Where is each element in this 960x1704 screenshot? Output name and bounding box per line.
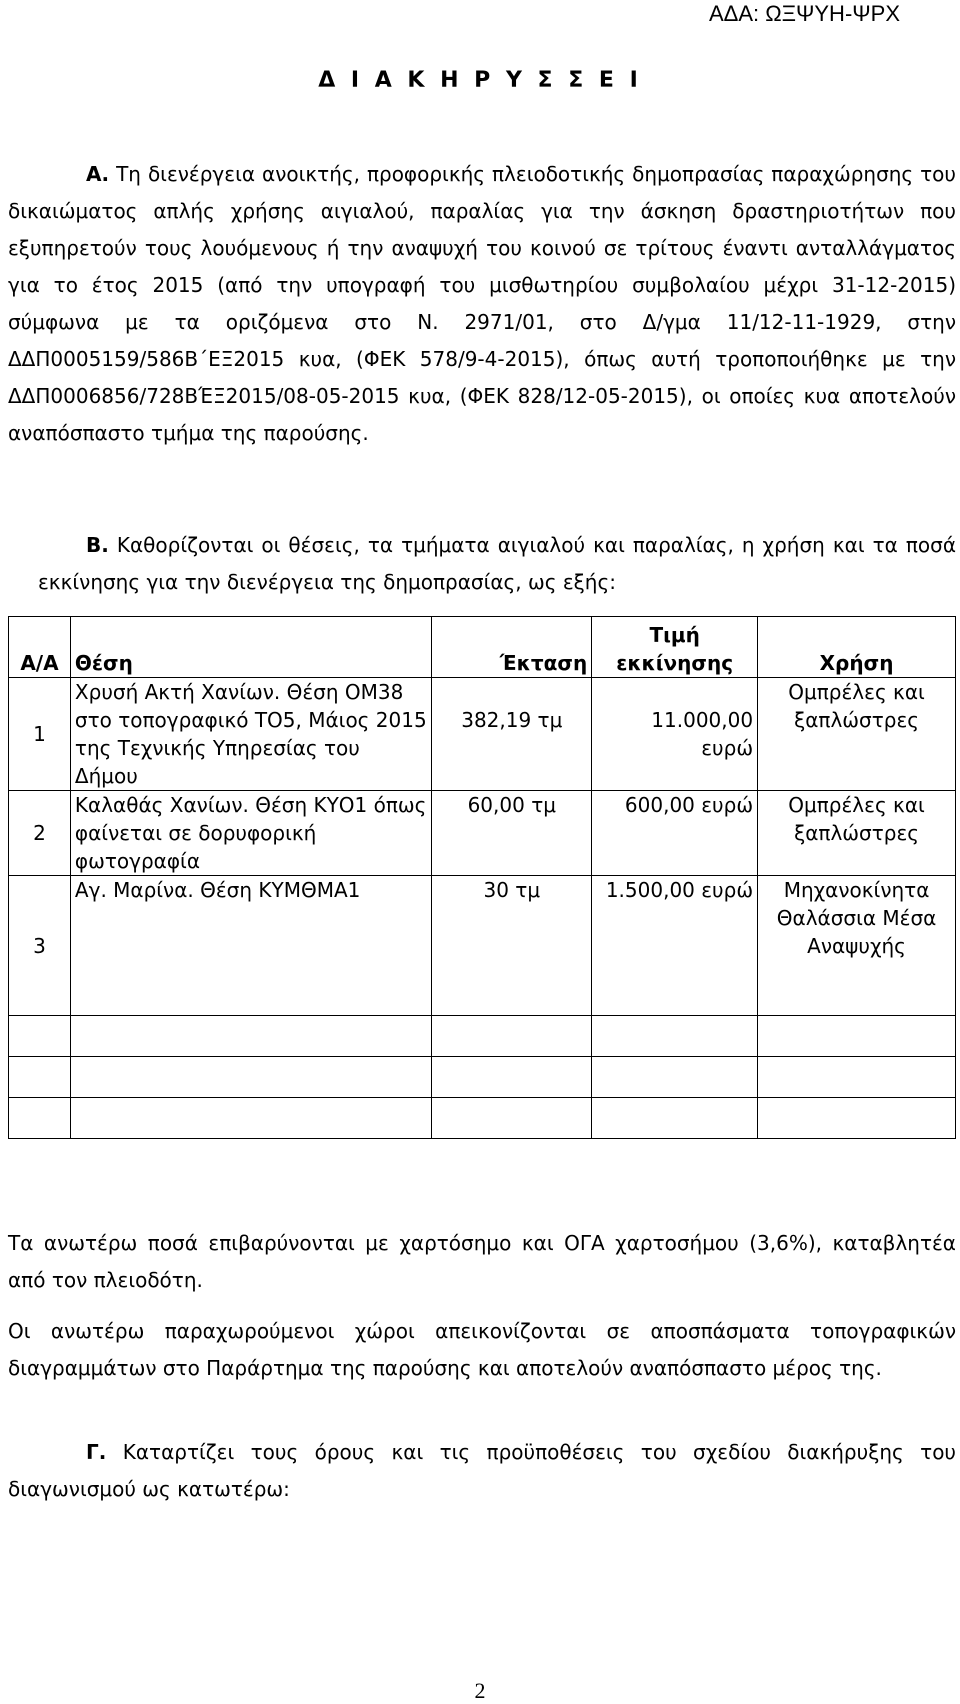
row-use: Μηχανοκίνητα Θαλάσσια Μέσα Αναψυχής — [758, 876, 956, 1016]
row-position: Αγ. Μαρίνα. Θέση ΚΥΜΘΜΑ1 — [70, 876, 431, 1016]
note-annex: Οι ανωτέρω παραχωρούμενοι χώροι απεικονίζονται σε αποσπάσματα τοπογραφικών διαγραμμάτων στο Παράρτημα της παρούσης και αποτελούν αναπόσπαστο μέρος της. — [8, 1319, 956, 1380]
section-a-text: Τη διενέργεια ανοικτής, προφορικής πλειοδοτικής δημοπρασίας παραχώρησης του δικαιώματος απλής χρήσης αιγιαλού, παραλίας για την άσκηση δραστηριοτήτων που εξυπηρετούν τους λουόμενους ή την αναψυχή του κοινού σε τρίτους έναντι ανταλλάγματος για το έτος 2015 (από την υπογραφή του μισθωτηρίου συμβολαίου μέχρι 31-12-2015) σύμφωνα με τα οριζόμενα στο Ν. 2971/01, στο Δ/γμα 11/12-11-1929, στην ΔΔΠ0005159/586Β΄ΕΞ2015 κυα, (ΦΕΚ 578/9-4-2015), όπως αυτή τροποποιήθηκε με την ΔΔΠ0006856/728ΒΈΞ2015/08-05-2015 κυα, (ΦΕΚ 828/12-05-2015), οι οποίες κυα αποτελούν αναπόσπαστο τμήμα της παρούσης. — [8, 162, 956, 445]
section-g-text: Καταρτίζει τους όρους και τις προϋποθέσεις του σχεδίου διακήρυξης του διαγωνισμού ως κατωτέρω: — [8, 1440, 957, 1501]
row-position: Χρυσή Ακτή Χανίων. Θέση ΟΜ38 στο τοπογραφικό ΤΟ5, Μάιος 2015 της Τεχνικής Υπηρεσίας του Δήμου — [70, 678, 431, 791]
table-row — [9, 791, 956, 876]
section-b-text: Καθορίζονται οι θέσεις, τα τμήματα αιγιαλού και παραλίας, η χρήση και τα ποσά εκκίνησης για την διενέργεια της δημοπρασίας, ως εξής: — [38, 533, 956, 594]
row-position: Καλαθάς Χανίων. Θέση ΚΥΟ1 όπως φαίνεται σε δορυφορική φωτογραφία — [70, 791, 431, 876]
table-header-row — [9, 617, 956, 678]
header-area: Έκταση — [432, 617, 592, 678]
page-number: 2 — [474, 1678, 486, 1703]
empty-row — [9, 1098, 956, 1139]
row-num: 2 — [9, 791, 71, 876]
row-use: Ομπρέλες και ξαπλώστρες — [758, 791, 956, 876]
row-area: 60,00 τμ — [432, 791, 592, 876]
header-position: Θέση — [70, 617, 431, 678]
row-price: 1.500,00 ευρώ — [592, 876, 758, 1016]
row-area: 382,19 τμ — [432, 678, 592, 791]
row-num: 3 — [9, 876, 71, 1016]
table-row — [9, 678, 956, 791]
header-price: Τιμή εκκίνησης — [592, 617, 758, 678]
section-a-label: Α. — [86, 162, 110, 186]
row-use: Ομπρέλες και ξαπλώστρες — [758, 678, 956, 791]
row-area: 30 τμ — [432, 876, 592, 1016]
section-b — [38, 527, 956, 601]
empty-row — [9, 1016, 956, 1057]
row-num: 1 — [9, 678, 71, 791]
row-price: 11.000,00 ευρώ — [592, 678, 758, 791]
empty-row — [9, 1057, 956, 1098]
row-price: 600,00 ευρώ — [592, 791, 758, 876]
section-a — [8, 156, 956, 452]
document-title: Δ Ι Α Κ Η Ρ Υ Σ Σ Ε Ι — [318, 68, 642, 93]
auction-table — [8, 616, 956, 1139]
section-g-label: Γ. — [86, 1440, 107, 1464]
header-use: Χρήση — [758, 617, 956, 678]
note-stamp-duty: Τα ανωτέρω ποσά επιβαρύνονται με χαρτόσημο και ΟΓΑ χαρτοσήμου (3,6%), καταβλητέα από τον πλειοδότη. — [8, 1231, 956, 1292]
table-row — [9, 876, 956, 1016]
header-num: Α/Α — [9, 617, 71, 678]
section-b-label: Β. — [86, 533, 109, 557]
section-g — [8, 1434, 956, 1508]
ada-code: ΑΔΑ: ΩΞΨΥΗ-ΨΡΧ — [708, 1, 900, 26]
